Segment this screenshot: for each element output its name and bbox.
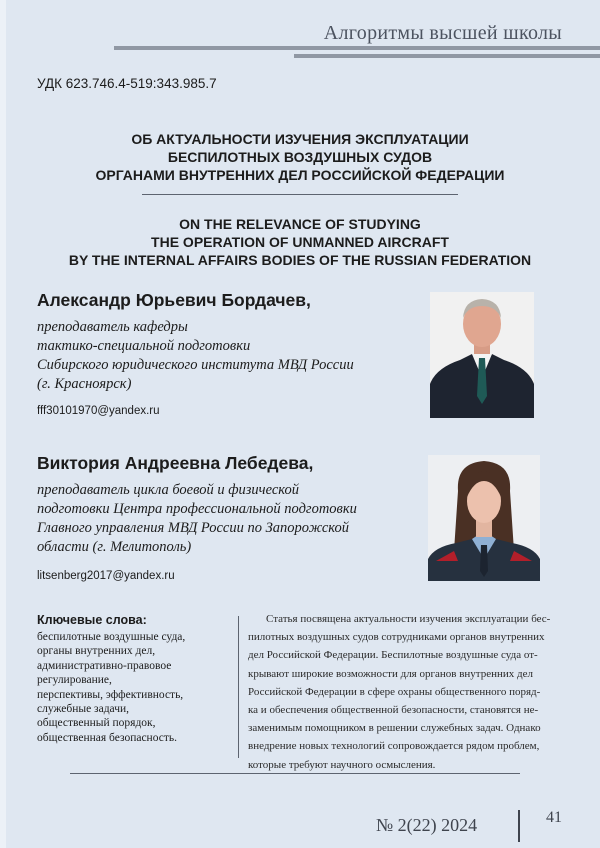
author-1-photo: [430, 292, 534, 418]
abstract-line: внедрение новых технологий сопровождается рядом проблем,: [248, 737, 568, 755]
author-1-position: [37, 318, 354, 394]
abstract: [248, 610, 568, 774]
title-ru-line: ОБ АКТУАЛЬНОСТИ ИЗУЧЕНИЯ ЭКСПЛУАТАЦИИ: [0, 130, 600, 148]
keyword-line: перспективы, эффективность,: [37, 688, 185, 702]
keyword-line: беспилотные воздушные суда,: [37, 630, 185, 644]
author-2-position: [37, 481, 357, 557]
footer-separator: [518, 810, 520, 842]
author-2-email[interactable]: litsenberg2017@yandex.ru: [37, 570, 175, 582]
author-2-name: Виктория Андреевна Лебедева,: [37, 453, 313, 474]
article-title-ru: [0, 130, 600, 184]
position-line: тактико-специальной подготовки: [37, 337, 354, 356]
position-line: преподаватель цикла боевой и физической: [37, 481, 357, 500]
position-line: подготовки Центра профессиональной подготовки: [37, 500, 357, 519]
keyword-line: административно-правовое: [37, 659, 185, 673]
abstract-line: Российской Федерации в сфере охраны общественного поряд-: [248, 683, 568, 701]
keywords-title: Ключевые слова:: [37, 613, 147, 627]
page-number: 41: [546, 809, 562, 827]
journal-title: Алгоритмы высшей школы: [324, 22, 562, 45]
abstract-line: пилотных воздушных судов сотрудниками органов внутренних: [248, 628, 568, 646]
keyword-line: общественный порядок,: [37, 716, 185, 730]
header-bar-bottom: [294, 54, 600, 58]
column-divider: [238, 616, 239, 758]
header-bar-top: [114, 46, 600, 50]
keywords-list: [37, 630, 185, 745]
issue-number: № 2(22) 2024: [376, 815, 477, 836]
abstract-line: заменимым помощником в решении служебных задач. Однако: [248, 719, 568, 737]
title-en-line: BY THE INTERNAL AFFAIRS BODIES OF THE RUSSIAN FEDERATION: [0, 251, 600, 269]
position-line: Сибирского юридического института МВД России: [37, 356, 354, 375]
position-line: области (г. Мелитополь): [37, 538, 357, 557]
keyword-line: органы внутренних дел,: [37, 644, 185, 658]
author-1-name: Александр Юрьевич Бордачев,: [37, 290, 311, 311]
abstract-line: дел Российской Федерации. Беспилотные воздушные суда от-: [248, 646, 568, 664]
title-ru-line: БЕСПИЛОТНЫХ ВОЗДУШНЫХ СУДОВ: [0, 148, 600, 166]
abstract-line: ка и обеспечения общественной безопасности, становятся не-: [248, 701, 568, 719]
position-line: (г. Красноярск): [37, 375, 354, 394]
abstract-line: Статья посвящена актуальности изучения эксплуатации бес-: [248, 610, 568, 628]
title-en-line: THE OPERATION OF UNMANNED AIRCRAFT: [0, 233, 600, 251]
author-2-photo: [428, 455, 540, 581]
title-ru-line: ОРГАНАМИ ВНУТРЕННИХ ДЕЛ РОССИЙСКОЙ ФЕДЕРАЦИИ: [0, 166, 600, 184]
page-edge: [0, 0, 6, 848]
title-divider: [142, 194, 458, 195]
author-1-email[interactable]: fff30101970@yandex.ru: [37, 405, 160, 417]
title-en-line: ON THE RELEVANCE OF STUDYING: [0, 215, 600, 233]
abstract-line: крывают широкие возможности для органов внутренних дел: [248, 665, 568, 683]
article-title-en: [0, 215, 600, 269]
position-line: преподаватель кафедры: [37, 318, 354, 337]
position-line: Главного управления МВД России по Запорожской: [37, 519, 357, 538]
udk-code: УДК 623.746.4-519:343.985.7: [37, 76, 217, 91]
keyword-line: регулирование,: [37, 673, 185, 687]
keyword-line: общественная безопасность.: [37, 731, 185, 745]
abstract-line: которые требуют научного осмысления.: [248, 756, 568, 774]
footer-divider: [70, 773, 520, 774]
keyword-line: служебные задачи,: [37, 702, 185, 716]
